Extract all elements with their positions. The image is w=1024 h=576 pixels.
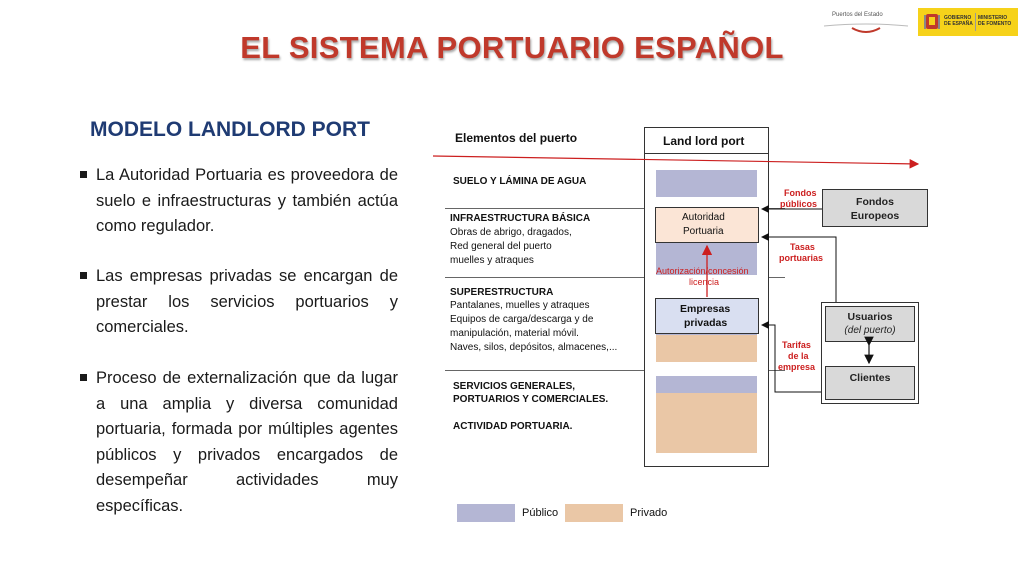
autorizacion-label-2: licencia bbox=[689, 277, 720, 287]
fondos-europeos-label-1: Fondos bbox=[856, 196, 894, 208]
servicios-label-1: SERVICIOS GENERALES, bbox=[453, 381, 576, 392]
super-line: Equipos de carga/descarga y de bbox=[450, 314, 594, 325]
fondos-europeos-label-2: Europeos bbox=[850, 210, 900, 222]
bullet-text: La Autoridad Portuaria es proveedora de suelo e infraestructuras y también actúa como regulador. bbox=[96, 166, 398, 235]
ministerio-text: MINISTERIO DE FOMENTO bbox=[978, 15, 1012, 27]
legend-privado-label: Privado bbox=[630, 507, 668, 519]
autoridad-label-1: Autoridad bbox=[682, 212, 725, 223]
section-subtitle: MODELO LANDLORD PORT bbox=[90, 118, 370, 141]
fondos-publicos-label-1: Fondos bbox=[784, 188, 817, 198]
bullet-text: Proceso de externalización que da lugar a una amplia y diversa comunidad portuaria, formada por múltiples agentes públicos y privados encargados de desempeñar actividades muy específicas. bbox=[96, 369, 398, 515]
tasas-label-1: Tasas bbox=[790, 242, 815, 252]
super-title: SUPERESTRUCTURA bbox=[450, 287, 554, 298]
bullet-text: Las empresas privadas se encargan de prestar los servicios portuarios y comerciales. bbox=[96, 267, 398, 336]
empresas-label-2: privadas bbox=[684, 317, 728, 329]
landlord-header: Land lord port bbox=[663, 134, 745, 148]
empresas-label-1: Empresas bbox=[680, 303, 731, 315]
gobierno-text: GOBIERNO DE ESPAÑA bbox=[944, 15, 973, 27]
clientes-label: Clientes bbox=[849, 372, 891, 384]
infra-line: muelles y atraques bbox=[450, 255, 534, 266]
super-line: Pantalanes, muelles y atraques bbox=[450, 300, 590, 311]
super-line: Naves, silos, depósitos, almacenes,... bbox=[450, 342, 618, 353]
timeline-arrow bbox=[433, 156, 918, 164]
tarifas-label-1: Tarifas bbox=[782, 340, 811, 350]
puertos-logo-text: Puertos del Estado bbox=[832, 12, 883, 18]
legend-publico-label: Público bbox=[522, 507, 559, 519]
page-title: EL SISTEMA PORTUARIO ESPAÑOL bbox=[240, 30, 784, 65]
tarifas-label-2: de la bbox=[788, 351, 809, 361]
fondos-publicos-label-2: públicos bbox=[780, 199, 818, 209]
usuarios-label: Usuarios bbox=[847, 311, 893, 323]
autorizacion-label-1: Autorización/concesión bbox=[656, 266, 749, 276]
servicios-label-2: PORTUARIOS Y COMERCIALES. bbox=[453, 394, 609, 405]
legend-publico-swatch bbox=[457, 504, 515, 522]
usuarios-sub-label: (del puerto) bbox=[844, 325, 896, 336]
suelo-label: SUELO Y LÁMINA DE AGUA bbox=[453, 176, 587, 187]
infra-line: Red general del puerto bbox=[450, 241, 552, 252]
infra-title: INFRAESTRUCTURA BÁSICA bbox=[450, 213, 591, 224]
autoridad-label-2: Portuaria bbox=[683, 226, 724, 237]
tasas-label-2: portuarias bbox=[779, 253, 824, 263]
infra-line: Obras de abrigo, dragados, bbox=[450, 227, 572, 238]
super-line: manipulación, material móvil. bbox=[450, 328, 579, 339]
legend-privado-swatch bbox=[565, 504, 623, 522]
tasas-arrow bbox=[762, 237, 836, 302]
tarifas-label-3: empresa bbox=[778, 362, 816, 372]
actividad-label: ACTIVIDAD PORTUARIA. bbox=[453, 421, 573, 432]
elements-header: Elementos del puerto bbox=[455, 131, 578, 145]
tarifas-arrow bbox=[762, 325, 821, 392]
